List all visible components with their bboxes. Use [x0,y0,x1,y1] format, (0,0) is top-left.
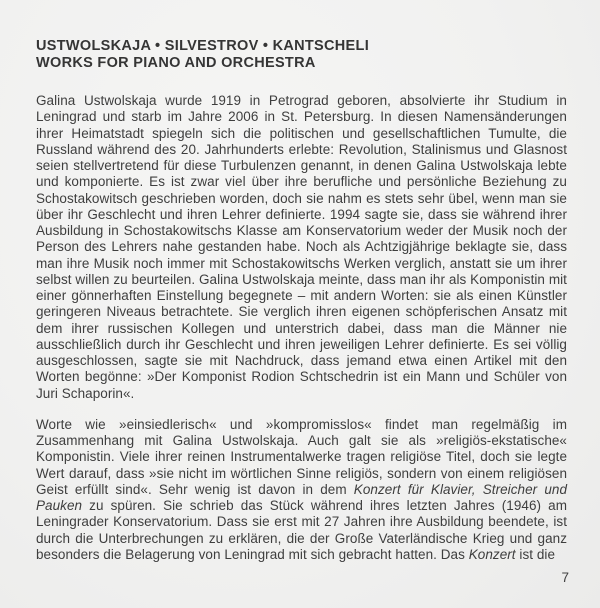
paragraph-works-text-2: zu spüren. Sie schrieb das Stück während ihres letzten Jahres (1946) am Leningrader Konservatorium. Dass sie erst mit 27 Jahren ihre Ausbildung beendete, ist durch die Unterbrechungen zu erklären, die der Große Vaterländische Krieg und ganz besonders die Belagerung von Leningrad mit sich gebracht hatten. Das [36,498,567,562]
paragraph-biography: Galina Ustwolskaja wurde 1919 in Petrograd geboren, absolvierte ihr Studium in Leningrad und starb im Jahre 2006 in St. Petersburg. In diesen Namensänderungen ihrer Heimatstadt spiegeln sich die politischen und gesellschaftlichen Tumulte, die Russland während des 20. Jahrhunderts erlebte: Revolution, Stalinismus und Glasnost seien stellvertretend für diese Turbulenzen genannt, in denen Galina Ustwolskaja lebte und komponierte. Es ist zwar viel über ihre berufliche und persönliche Beziehung zu Schostakowitsch geschrieben worden, doch sie nahm es stets sehr übel, wenn man sie über ihr Geschlecht und ihren Lehrer definierte. 1994 sagte sie, dass sie während ihrer Ausbildung in Schostakowitschs Klasse am Konservatorium weder der Musik noch der Person des Lehrers nahe gestanden habe. Noch als Achtzigjährige beklagte sie, dass man ihre Musik noch immer mit Schostakowitschs Werken verglich, anstatt sie um ihrer selbst willen zu beurteilen. Galina Ustwolskaja meinte, dass man ihr als Komponistin mit einer gönnerhaften Einstellung begegnete – mit andern Worten: sie als einen Künstler geringeren Niveaus betrachtete. Sie verglich ihren eigenen schöpferischen Ansatz mit dem ihrer russischen Kollegen und unterstrich dabei, dass man die Männer nie ausschließlich durch ihr Geschlecht und ihren jeweiligen Lehrer definierte. Es sei völlig ausgeschlossen, sagte sie mit Nachdruck, dass jemand etwa einen Artikel mit den Worten begönne: »Der Komponist Rodion Schtschedrin ist ein Mann und Schüler von Juri Schaporin«. [36,93,567,401]
paragraph-works-text-1: Worte wie »einsiedlerisch« und »kompromisslos« findet man regelmäßig im Zusammenhang mit Galina Ustwolskaja. Auch galt sie als »religiös-ekstatische« Komponistin. Viele ihrer reinen Instrumentalwerke tragen religiöse Titel, doch sie legte Wert darauf, dass »sie nicht im wörtlichen Sinne religiös, sondern von einem religiösen Geist erfüllt sind«. Sehr wenig ist davon in dem [36,416,567,497]
liner-notes [36,93,567,563]
header-album-title: WORKS FOR PIANO AND ORCHESTRA [36,54,316,71]
work-title-italic: Konzert für Klavier, Streicher und Pauken [36,481,568,513]
paragraph-works-text-3: ist die [515,546,556,562]
header-composers: USTWOLSKAJA • SILVESTROV • KANTSCHELI [36,38,370,54]
page-number: 7 [561,570,569,585]
work-title-short-italic: Konzert [468,546,516,562]
page-header [36,38,567,71]
paragraph-works [36,417,567,563]
